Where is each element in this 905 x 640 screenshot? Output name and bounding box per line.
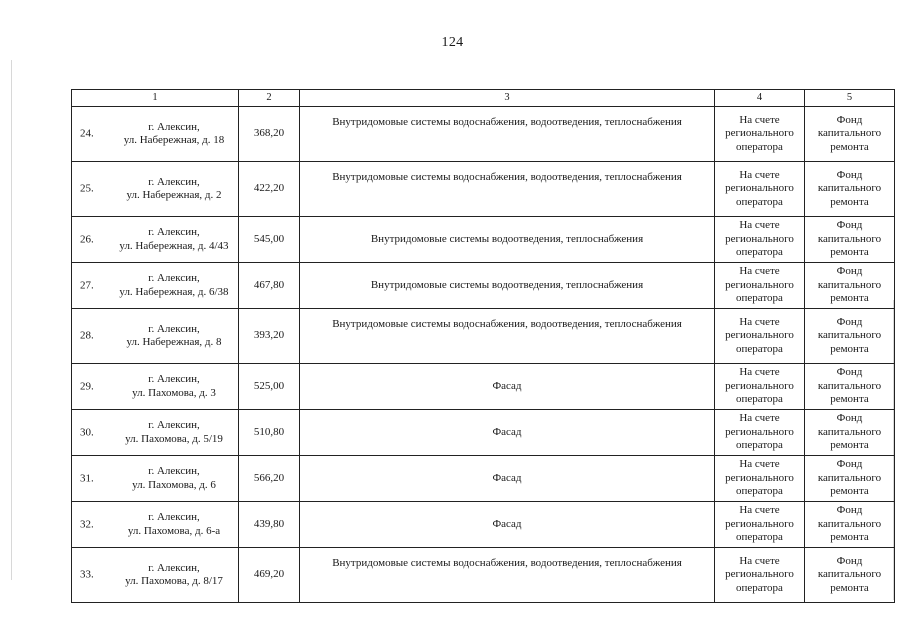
works-cell: Внутридомовые системы водоотведения, теплоснабжения <box>300 263 715 309</box>
row-number: 32. <box>80 517 94 530</box>
address-cell <box>72 410 239 456</box>
address-street: ул. Набережная, д. 2 <box>126 189 222 201</box>
works-cell: Внутридомовые системы водоснабжения, водоотведения, теплоснабжения <box>300 107 715 162</box>
address-cell <box>72 502 239 548</box>
page-number: 124 <box>441 35 464 50</box>
address <box>110 511 238 538</box>
table-row <box>72 162 895 217</box>
method-cell: На счете регионального оператора <box>715 502 805 548</box>
works-cell: Внутридомовые системы водоснабжения, водоотведения, теплоснабжения <box>300 309 715 364</box>
method-cell: На счете регионального оператора <box>715 410 805 456</box>
address <box>110 562 238 589</box>
address-city: г. Алексин, <box>148 511 200 523</box>
method-cell: На счете регионального оператора <box>715 162 805 217</box>
source-cell: Фонд капитального ремонта <box>805 548 895 603</box>
column-number: 2 <box>239 90 300 107</box>
area-cell: 439,80 <box>239 502 300 548</box>
row-number: 29. <box>80 379 94 392</box>
area-cell: 422,20 <box>239 162 300 217</box>
row-number: 24. <box>80 127 94 140</box>
column-number: 3 <box>300 90 715 107</box>
works-cell: Фасад <box>300 502 715 548</box>
address-cell <box>72 548 239 603</box>
address-street: ул. Набережная, д. 8 <box>126 336 222 348</box>
works-cell: Фасад <box>300 364 715 410</box>
table-row <box>72 364 895 410</box>
area-cell: 510,80 <box>239 410 300 456</box>
address-city: г. Алексин, <box>148 272 200 284</box>
row-number: 26. <box>80 232 94 245</box>
method-cell: На счете регионального оператора <box>715 263 805 309</box>
method-cell: На счете регионального оператора <box>715 107 805 162</box>
method-cell: На счете регионального оператора <box>715 456 805 502</box>
registry-table <box>71 89 895 603</box>
address <box>110 272 238 299</box>
row-number: 28. <box>80 329 94 342</box>
address-street: ул. Набережная, д. 4/43 <box>119 239 229 252</box>
table-row <box>72 107 895 162</box>
address-city: г. Алексин, <box>148 226 200 238</box>
area-cell: 469,20 <box>239 548 300 603</box>
area-cell: 566,20 <box>239 456 300 502</box>
address-street: ул. Набережная, д. 18 <box>123 134 225 146</box>
address-cell <box>72 217 239 263</box>
works-cell: Внутридомовые системы водоснабжения, водоотведения, теплоснабжения <box>300 548 715 603</box>
address <box>110 226 238 253</box>
method-cell: На счете регионального оператора <box>715 364 805 410</box>
column-number-row <box>72 90 895 107</box>
source-cell: Фонд капитального ремонта <box>805 263 895 309</box>
source-cell: Фонд капитального ремонта <box>805 107 895 162</box>
works-cell: Фасад <box>300 410 715 456</box>
address-cell <box>72 107 239 162</box>
address-street: ул. Набережная, д. 6/38 <box>119 285 229 298</box>
address-cell <box>72 364 239 410</box>
method-cell: На счете регионального оператора <box>715 548 805 603</box>
address-city: г. Алексин, <box>148 561 200 574</box>
address-street: ул. Пахомова, д. 6 <box>132 478 216 491</box>
works-cell: Внутридомовые системы водоснабжения, водоотведения, теплоснабжения <box>300 162 715 217</box>
row-number: 33. <box>80 568 94 581</box>
row-number: 25. <box>80 182 94 195</box>
address-city: г. Алексин, <box>148 175 200 188</box>
area-cell: 393,20 <box>239 309 300 364</box>
source-cell: Фонд капитального ремонта <box>805 364 895 410</box>
source-cell: Фонд капитального ремонта <box>805 217 895 263</box>
row-number: 27. <box>80 278 94 291</box>
table-row <box>72 456 895 502</box>
table-row <box>72 410 895 456</box>
works-cell: Внутридомовые системы водоотведения, теплоснабжения <box>300 217 715 263</box>
source-cell: Фонд капитального ремонта <box>805 410 895 456</box>
address-city: г. Алексин, <box>148 322 200 335</box>
registry-table-body <box>72 90 895 603</box>
address-city: г. Алексин, <box>148 419 200 431</box>
address <box>110 121 238 148</box>
address-cell <box>72 309 239 364</box>
method-cell: На счете регионального оператора <box>715 309 805 364</box>
address-street: ул. Пахомова, д. 8/17 <box>125 575 223 587</box>
source-cell: Фонд капитального ремонта <box>805 502 895 548</box>
address <box>110 419 238 446</box>
address-street: ул. Пахомова, д. 3 <box>132 386 216 399</box>
column-number: 4 <box>715 90 805 107</box>
address <box>110 373 238 400</box>
address-city: г. Алексин, <box>148 465 200 477</box>
source-cell: Фонд капитального ремонта <box>805 309 895 364</box>
row-number: 31. <box>80 471 94 484</box>
address-city: г. Алексин, <box>148 373 200 385</box>
area-cell: 545,00 <box>239 217 300 263</box>
address <box>110 176 238 203</box>
table-row <box>72 217 895 263</box>
address-cell <box>72 456 239 502</box>
address <box>110 465 238 492</box>
address-cell <box>72 162 239 217</box>
source-cell: Фонд капитального ремонта <box>805 162 895 217</box>
source-cell: Фонд капитального ремонта <box>805 456 895 502</box>
table-row <box>72 263 895 309</box>
column-number: 1 <box>72 90 239 107</box>
area-cell: 525,00 <box>239 364 300 410</box>
works-cell: Фасад <box>300 456 715 502</box>
address-street: ул. Пахомова, д. 6-а <box>127 524 221 537</box>
address-street: ул. Пахомова, д. 5/19 <box>125 432 223 445</box>
area-cell: 467,80 <box>239 263 300 309</box>
table-row <box>72 548 895 603</box>
row-number: 30. <box>80 425 94 438</box>
address-cell <box>72 263 239 309</box>
method-cell: На счете регионального оператора <box>715 217 805 263</box>
area-cell: 368,20 <box>239 107 300 162</box>
table-row <box>72 502 895 548</box>
table-row <box>72 309 895 364</box>
address <box>110 323 238 350</box>
address-city: г. Алексин, <box>148 120 200 133</box>
scan-edge-mark-left <box>11 60 12 580</box>
column-number: 5 <box>805 90 895 107</box>
